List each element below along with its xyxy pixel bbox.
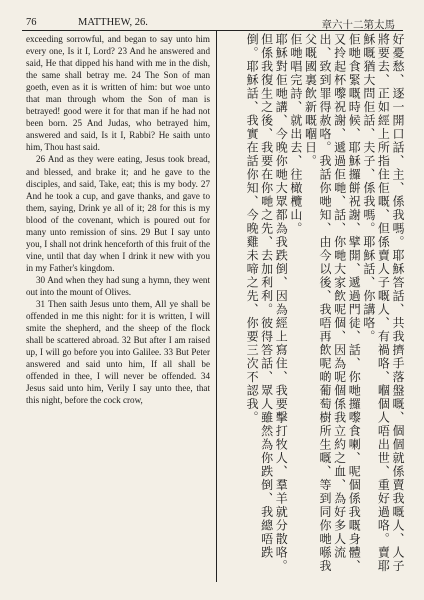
running-title-english: MATTHEW, 26. — [78, 17, 148, 28]
running-header — [26, 17, 403, 30]
chinese-paragraph: 佢哋唱完詩、就出去、往橄欖山。 — [288, 33, 303, 236]
chinese-paragraph: 佢哋食緊嘅時候、耶穌攞餅祝謝、擘開、遞過門徒、話、你哋攞嚟食喇、呢個係我嘅身體、又拎起杯嚟祝謝、遞過佢哋、話、你哋大家飲呢個、因為呢個係我立約之血、為好多人流出、致到罪得赦咯。我話你哋知、由今以後、我唔再飲呢啲葡萄樹所生嘅、等到同你哋喺我父嘅國裏飲新嘅嗰日。 — [303, 33, 362, 573]
header-rule — [22, 30, 403, 31]
english-paragraph: exceeding sorrowful, and began to say unto him every one, Is it I, Lord? 23 And he answered and said, He that dipped his hand with me in the dish, the same shall betray me. 24 The Son of man goeth, even as it is written of him: but woe unto that man through whom the Son of man is betrayed! good were it for that man if he had not been born. 25 And Judas, who betrayed him, answered and said, Is it I, Rabbi? He saith unto him, Thou hast said. — [26, 34, 210, 153]
english-column — [26, 33, 210, 406]
chinese-paragraph: 耶穌對佢哋講、今晚你哋大眾都為我跌倒、因為經上寫住、我要擊打牧人、羣羊就分散咯。但係我復生之後、我要在你哋之先、去加利利。彼得答話、眾人雖然為你跌倒、我總唔跌倒。耶穌話、我實在話你知、今晚雞未啼之先、你要三次不認我。 — [245, 33, 289, 573]
english-paragraph: 26 And as they were eating, Jesus took bread, and blessed, and brake it; and he gave to the disciples, and said, Take, eat; this is my body. 27 And he took a cup, and gave thanks, and gave to them, saying, Drink ye all of it; 28 for this is my blood of the covenant, which is poured out for many unto remission of sins. 29 But I say unto you, I shall not drink henceforth of this fruit of the vine, until that day when I drink it new with you in my Father's kingdom. — [26, 154, 210, 273]
chinese-paragraph: 好憂愁、逐一開口話、主、係我嗎。耶穌答話、共我擠手落盤嘅、個個就係賣我嘅人、人子將要去、正如經上所指住佢嘅、但係賣人子嘅人、有禍咯、嗰個人唔出世、重好過咯。賣耶穌嘅猶大問佢話、夫子、係我嗎。耶穌話、你講咯。 — [361, 33, 405, 573]
page-number: 76 — [26, 17, 37, 28]
english-paragraph: 31 Then saith Jesus unto them, All ye shall be offended in me this night: for it is written, I will smite the shepherd, and the sheep of the flock shall be scattered abroad. 32 But after I am raised up, I will go before you into Galilee. 33 But Peter answered and said unto him, If all shall be offended in thee, I will never be offended. 34 Jesus said unto him, Verily I say unto thee, that this night, before the cock crow, — [26, 299, 210, 406]
running-title-chinese: 章六十二第太馬 — [321, 20, 395, 31]
chinese-column — [222, 33, 405, 573]
column-divider — [216, 30, 217, 582]
english-paragraph: 30 And when they had sung a hymn, they went out into the mount of Olives. — [26, 274, 210, 297]
